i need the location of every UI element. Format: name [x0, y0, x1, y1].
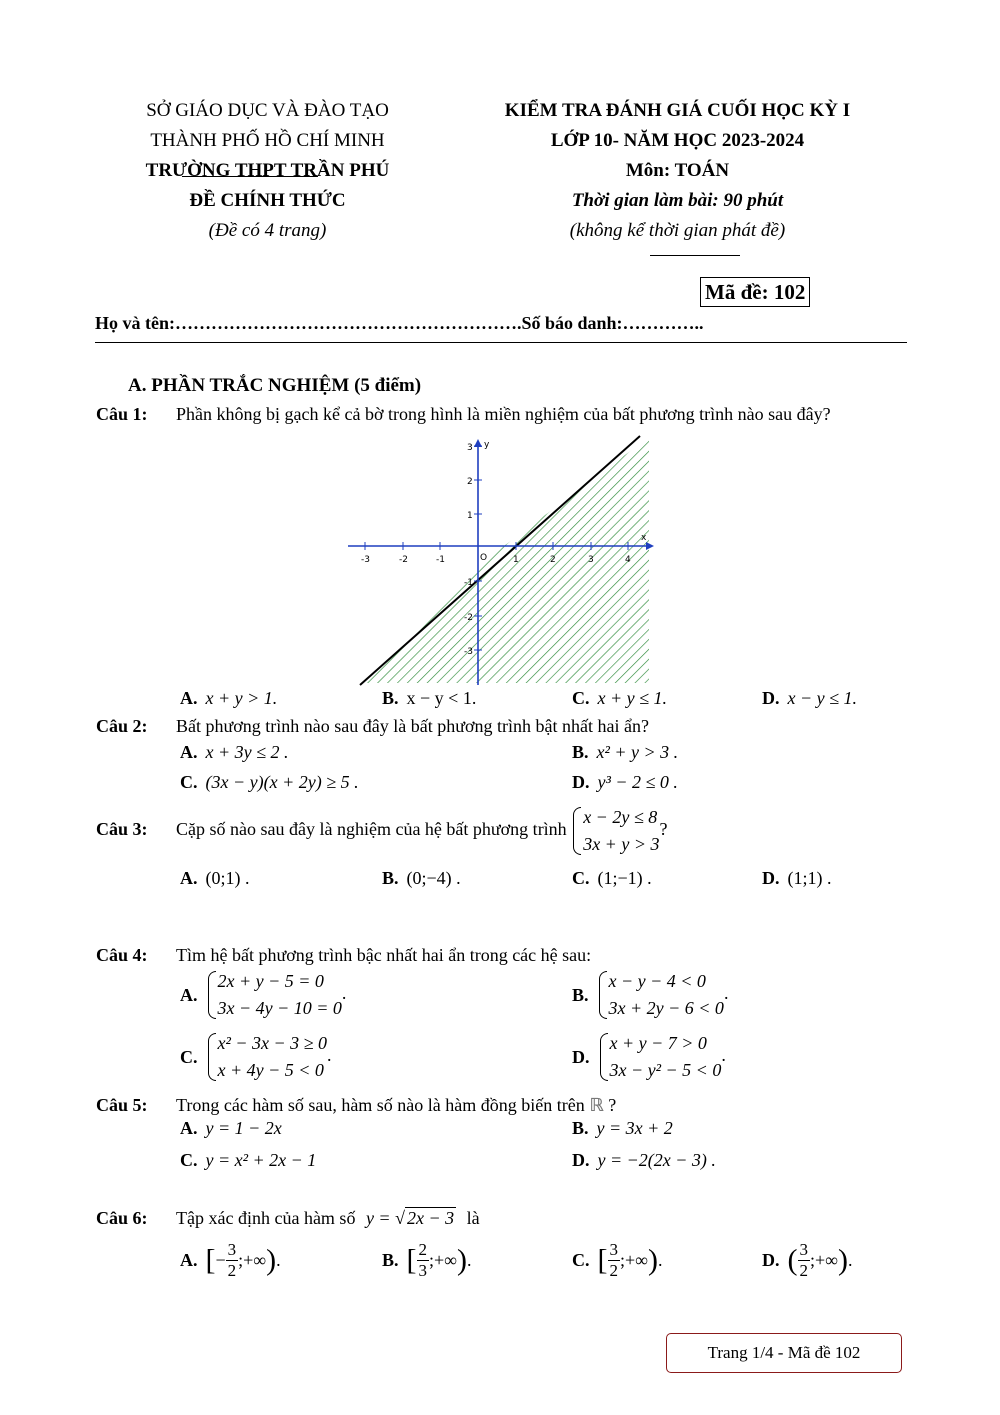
question-label: Câu 2: — [96, 716, 148, 736]
denominator: 3 — [418, 1261, 428, 1280]
option-end: . — [657, 1250, 663, 1270]
option-letter: A. — [180, 984, 198, 1005]
option-6a — [180, 1240, 281, 1281]
interval-tail: ;+∞ — [238, 1250, 267, 1270]
interval-tail: ;+∞ — [620, 1250, 648, 1270]
y-tick-label: -1 — [464, 578, 473, 588]
interval-close: ) — [457, 1243, 467, 1277]
y-tick-label: -2 — [464, 613, 473, 623]
question-label: Câu 1: — [96, 404, 148, 424]
option-text: (0;1) . — [205, 868, 250, 888]
system-row: 3x + 2y − 6 < 0 — [608, 998, 724, 1018]
header-rule — [95, 342, 907, 343]
option-text: x − y < 1. — [406, 688, 477, 708]
option-1b — [382, 688, 476, 709]
option-end: . — [276, 1250, 281, 1270]
question-text: Phần không bị gạch kể cả bờ trong hình là miền nghiệm của bất phương trình nào sau đây? — [176, 404, 831, 424]
fraction — [226, 1240, 239, 1281]
option-letter: A. — [180, 1118, 198, 1138]
option-text: x + y ≤ 1. — [597, 688, 668, 708]
option-letter: C. — [180, 772, 198, 792]
interval-open: [ — [205, 1243, 216, 1277]
x-tick-label: 1 — [513, 555, 519, 565]
question-3 — [96, 804, 667, 858]
question-label: Câu 3: — [96, 819, 148, 840]
option-letter: D. — [762, 688, 780, 708]
sqrt-sign: √ — [395, 1208, 405, 1228]
official-label: ĐỀ CHÍNH THỨC — [189, 190, 346, 211]
radicand: 2x − 3 — [406, 1208, 455, 1228]
option-letter: D. — [762, 1250, 780, 1270]
system-row: 2x + y − 5 = 0 — [217, 971, 324, 991]
option-5a — [180, 1118, 282, 1139]
y-tick-label: 1 — [467, 511, 473, 521]
option-letter: D. — [762, 868, 780, 888]
question-label: Câu 6: — [96, 1208, 148, 1228]
fraction — [798, 1240, 811, 1281]
x-tick-label: 4 — [625, 555, 631, 565]
option-5c — [180, 1150, 316, 1171]
department-name: SỞ GIÁO DỤC VÀ ĐÀO TẠO — [146, 100, 389, 121]
option-letter: B. — [382, 1250, 399, 1270]
question-text: Cặp số nào sau đây là nghiệm của hệ bất phương trình — [176, 819, 567, 840]
y-tick-label: 2 — [467, 477, 473, 487]
x-tick-label: -1 — [436, 555, 445, 565]
fraction — [608, 1240, 621, 1281]
option-letter: C. — [180, 1150, 198, 1170]
option-letter: D. — [572, 1046, 590, 1067]
option-text: x + y > 1. — [205, 688, 278, 708]
option-text: x − y ≤ 1. — [787, 688, 858, 708]
option-5d — [572, 1150, 716, 1171]
option-letter: B. — [382, 868, 399, 888]
inequality-system — [597, 968, 724, 1022]
system-row: 3x + y > 3 — [583, 834, 660, 854]
option-text: y = 1 − 2x — [205, 1118, 282, 1138]
question-6 — [96, 1208, 480, 1229]
question-label: Câu 4: — [96, 945, 148, 965]
option-text: x + 3y ≤ 2 . — [205, 742, 289, 762]
option-6d — [762, 1240, 852, 1281]
duration: Thời gian làm bài: 90 phút — [571, 190, 784, 211]
question-text: Tập xác định của hàm số — [176, 1208, 356, 1228]
school-name: TRƯỜNG THPT TRẦN PHÚ — [145, 160, 390, 181]
duration-note: (không kể thời gian phát đề) — [569, 220, 786, 241]
option-letter: A. — [180, 868, 198, 888]
numerator: 3 — [799, 1240, 808, 1259]
option-6b — [382, 1240, 472, 1281]
question-text: Bất phương trình nào sau đây là bất phương trình bật nhất hai ẩn? — [176, 716, 649, 736]
option-end: . — [467, 1250, 472, 1270]
section-title: A. PHẦN TRẮC NGHIỆM (5 điểm) — [128, 375, 422, 396]
question-1 — [96, 404, 831, 425]
option-text: (0;−4) . — [406, 868, 461, 888]
denominator: 2 — [799, 1261, 808, 1280]
option-end: . — [847, 1250, 853, 1270]
option-text: y³ − 2 ≤ 0 . — [597, 772, 678, 792]
interval-close: ) — [837, 1243, 848, 1277]
system-row: x² − 3x − 3 ≥ 0 — [217, 1033, 328, 1053]
interval-open: ( — [787, 1243, 798, 1277]
numerator: 3 — [227, 1240, 237, 1259]
system-row: x + y − 7 > 0 — [609, 1033, 707, 1053]
option-letter: B. — [572, 1118, 589, 1138]
option-3c — [572, 868, 652, 889]
option-3b — [382, 868, 461, 889]
page-footer: Trang 1/4 - Mã đề 102 — [666, 1333, 902, 1373]
option-letter: A. — [180, 1250, 198, 1270]
denominator: 2 — [609, 1261, 618, 1280]
system-row: 3x − 4y − 10 = 0 — [217, 998, 342, 1018]
option-4c: C. x² − 3x − 3 ≥ 0 x + 4y − 5 < 0 . — [180, 1030, 332, 1084]
inequality-graph — [340, 433, 660, 693]
option-letter: D. — [572, 1150, 590, 1170]
option-3a — [180, 868, 250, 889]
option-4b: B. x − y − 4 < 0 3x + 2y − 6 < 0 . — [572, 968, 728, 1022]
interval-open: [ — [406, 1243, 417, 1277]
function-prefix: y = — [365, 1208, 391, 1228]
question-label: Câu 5: — [96, 1095, 148, 1115]
option-letter: A. — [180, 742, 198, 762]
question-2 — [96, 716, 649, 737]
option-2a — [180, 742, 289, 763]
x-axis-label: x — [641, 533, 647, 543]
option-3d — [762, 868, 832, 889]
student-info-line: Họ và tên:………………………………………………….Số báo danh:………….. — [95, 313, 704, 333]
option-text: (3x − y)(x + 2y) ≥ 5 . — [205, 772, 359, 792]
fraction — [417, 1240, 430, 1281]
option-1d — [762, 688, 857, 709]
numerator: 2 — [418, 1240, 428, 1259]
option-letter: C. — [180, 1046, 198, 1067]
interval-close: ) — [266, 1243, 277, 1277]
y-tick-label: -3 — [464, 647, 473, 657]
question-suffix: là — [466, 1208, 480, 1228]
system-row: x − y − 4 < 0 — [608, 971, 706, 991]
option-text: (1;1) . — [787, 868, 832, 888]
header-divider — [650, 255, 740, 256]
inequality-system — [571, 804, 659, 858]
option-6c — [572, 1240, 662, 1281]
option-4d: D. x + y − 7 > 0 3x − y² − 5 < 0 . — [572, 1030, 726, 1084]
page-count-note: (Đề có 4 trang) — [208, 220, 327, 241]
grade-year: LỚP 10- NĂM HỌC 2023-2024 — [550, 130, 805, 151]
question-5 — [96, 1095, 616, 1116]
numerator: 3 — [609, 1240, 618, 1259]
header-right — [455, 96, 900, 246]
option-text: y = −2(2x − 3) . — [597, 1150, 716, 1170]
option-letter: B. — [572, 984, 589, 1005]
option-text: (1;−1) . — [597, 868, 652, 888]
school-underline — [182, 176, 318, 177]
option-4a: A. 2x + y − 5 = 0 3x − 4y − 10 = 0 . — [180, 968, 346, 1022]
option-1a — [180, 688, 277, 709]
real-numbers-symbol: ℝ — [589, 1095, 604, 1116]
system-row: x + 4y − 5 < 0 — [217, 1060, 324, 1080]
option-text: y = 3x + 2 — [596, 1118, 673, 1138]
option-letter: B. — [382, 688, 399, 708]
fraction-sign: − — [215, 1250, 226, 1270]
option-letter: C. — [572, 1250, 590, 1270]
x-tick-label: 2 — [550, 555, 556, 565]
x-tick-label: -3 — [361, 555, 370, 565]
option-letter: C. — [572, 868, 590, 888]
question-suffix: ? — [608, 1095, 617, 1115]
city-name: THÀNH PHỐ HỒ CHÍ MINH — [150, 130, 385, 151]
inequality-system — [206, 968, 342, 1022]
interval-tail: ;+∞ — [810, 1250, 838, 1270]
system-row: x − 2y ≤ 8 — [583, 807, 658, 827]
subject: Môn: TOÁN — [625, 160, 730, 181]
question-text: Tìm hệ bất phương trình bậc nhất hai ẩn trong các hệ sau: — [176, 945, 592, 965]
header-left — [100, 96, 435, 246]
option-5b — [572, 1118, 673, 1139]
system-row: 3x − y² − 5 < 0 — [609, 1060, 722, 1080]
inequality-system — [598, 1030, 722, 1084]
option-1c — [572, 688, 667, 709]
x-tick-label: -2 — [399, 555, 408, 565]
denominator: 2 — [227, 1261, 237, 1280]
x-tick-label: 3 — [588, 555, 594, 565]
option-letter: D. — [572, 772, 590, 792]
option-2c — [180, 772, 359, 793]
x-axis-arrow — [646, 542, 654, 550]
exam-title: KIỂM TRA ĐÁNH GIÁ CUỐI HỌC KỲ I — [504, 100, 851, 121]
y-axis-label: y — [484, 440, 490, 450]
option-letter: B. — [572, 742, 589, 762]
option-letter: C. — [572, 688, 590, 708]
interval-close: ) — [647, 1243, 658, 1277]
option-text: y = x² + 2x − 1 — [205, 1150, 317, 1170]
option-2d — [572, 772, 678, 793]
interval-open: [ — [597, 1243, 608, 1277]
question-4 — [96, 945, 591, 966]
question-suffix: ? — [659, 819, 668, 840]
y-tick-label: 3 — [467, 443, 473, 453]
option-letter: A. — [180, 688, 198, 708]
exam-code-box: Mã đề: 102 — [700, 277, 810, 307]
origin-label: O — [480, 553, 488, 563]
question-text: Trong các hàm số sau, hàm số nào là hàm đồng biến trên — [176, 1095, 585, 1115]
option-2b — [572, 742, 678, 763]
interval-tail: ;+∞ — [429, 1250, 457, 1270]
inequality-system — [206, 1030, 328, 1084]
option-text: x² + y > 3 . — [596, 742, 679, 762]
